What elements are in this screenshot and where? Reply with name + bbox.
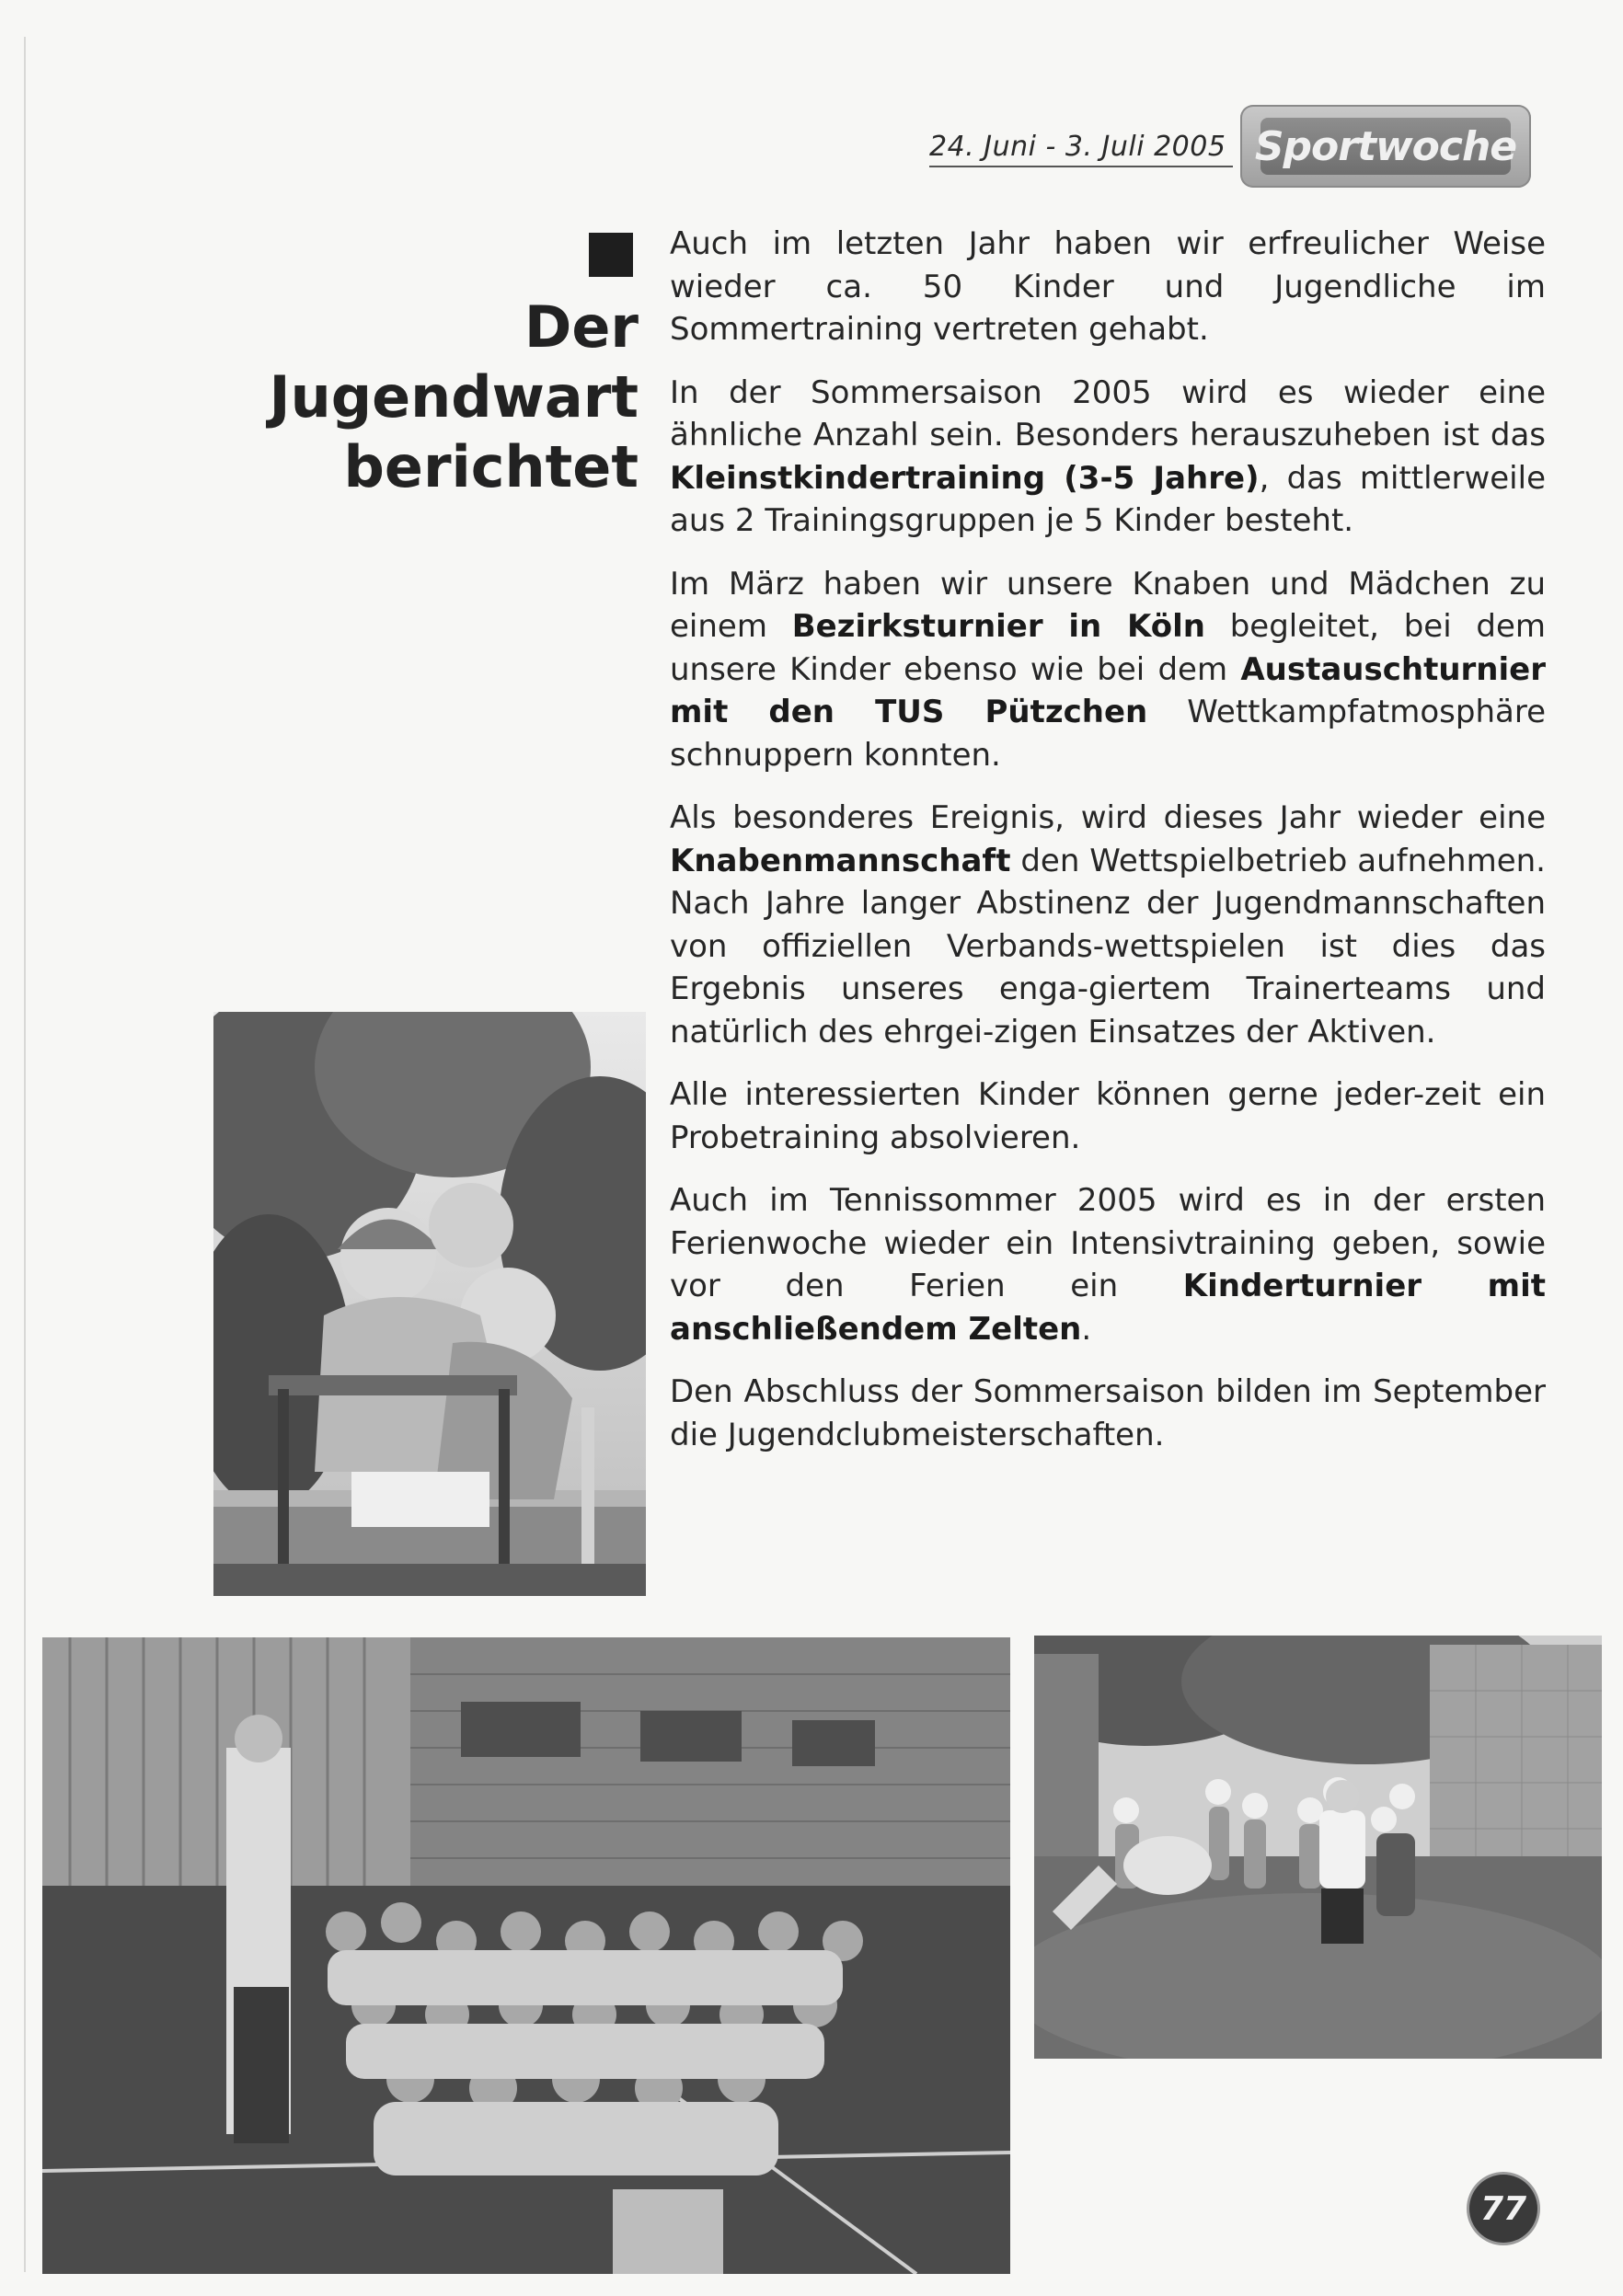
photo-children-on-umpire-chair xyxy=(213,1012,646,1596)
paragraph-5-text: Alle interessierten Kinder können gerne jeder-zeit ein Probetraining absolvieren. xyxy=(670,1076,1546,1156)
paragraph-3-text-e: Wettkampfatmosphäre schnuppern konnten. xyxy=(670,694,1546,774)
date-underline xyxy=(929,166,1233,167)
paragraph-3-bold-2: Austauschturnier mit den TUS Pützchen xyxy=(670,650,1546,730)
paragraph-3-bold-1: Bezirksturnier in Köln xyxy=(791,608,1205,645)
paragraph-4 xyxy=(670,797,1546,1053)
article-title xyxy=(160,293,639,502)
paragraph-4-text-a: Als besonderes Ereignis, wird dieses Jahr wieder eine xyxy=(670,799,1546,836)
article-body xyxy=(670,223,1546,1476)
paragraph-6-text-c: . xyxy=(1081,1310,1092,1348)
section-badge-inner xyxy=(1254,118,1517,175)
title-bullet-square xyxy=(589,233,633,277)
paragraph-2-text-c: , das mittlerweile aus 2 Trainingsgruppen je 5 Kinder besteht. xyxy=(670,459,1546,539)
paragraph-6-text-a: Auch im Tennissommer 2005 wird es in der ersten Ferienwoche wieder ein Intensivtraining geben, sowie vor den Ferien ein xyxy=(670,1182,1546,1304)
paragraph-3-text-a: Im März haben wir unsere Knaben und Mädchen zu einem xyxy=(670,565,1546,645)
paragraph-6 xyxy=(670,1179,1546,1350)
paragraph-3-text-c: begleitet, bei dem unsere Kinder ebenso wie bei dem xyxy=(670,608,1546,688)
paragraph-7-text: Den Abschluss der Sommersaison bilden im September die Jugendclubmeisterschaften. xyxy=(670,1373,1546,1453)
paragraph-2 xyxy=(670,372,1546,543)
paragraph-1-text: Auch im letzten Jahr haben wir erfreulicher Weise wieder ca. 50 Kinder und Jugendliche im Sommertraining vertreten gehabt. xyxy=(670,225,1546,348)
section-badge xyxy=(1240,105,1531,188)
paragraph-4-bold: Knabenmannschaft xyxy=(670,842,1011,879)
paragraph-6-bold: Kinderturnier mit anschließendem Zelten xyxy=(670,1268,1546,1348)
title-line-3: berichtet xyxy=(343,433,639,500)
issue-date: 24. Juni - 3. Juli 2005 xyxy=(929,131,1226,163)
title-line-2: Jugendwart xyxy=(269,363,639,430)
section-badge-label: Sportwoche xyxy=(1254,122,1517,170)
photo-group-in-sports-hall xyxy=(42,1637,1010,2274)
title-line-1: Der xyxy=(524,293,639,361)
page-edge xyxy=(24,37,26,2272)
paragraph-4-text-c: den Wettspielbetrieb aufnehmen. Nach Jahre langer Abstinenz der Jugendmannschaften von offiziellen Verbands-wettspielen ist dies das Ergebnis unseres enga-giertem Trainerteams und natürlich des ehrgei-zigen Einsatzes der Aktiven. xyxy=(670,842,1546,1050)
page-number: 77 xyxy=(1469,2175,1537,2243)
paragraph-5 xyxy=(670,1073,1546,1159)
paragraph-1 xyxy=(670,223,1546,351)
photo-children-on-court xyxy=(1034,1636,1602,2059)
paragraph-3 xyxy=(670,563,1546,777)
paragraph-2-bold: Kleinstkindertraining (3-5 Jahre) xyxy=(670,459,1260,497)
paragraph-7 xyxy=(670,1371,1546,1456)
paragraph-2-text-a: In der Sommersaison 2005 wird es wieder eine ähnliche Anzahl sein. Besonders herauszuheben ist das xyxy=(670,373,1546,453)
